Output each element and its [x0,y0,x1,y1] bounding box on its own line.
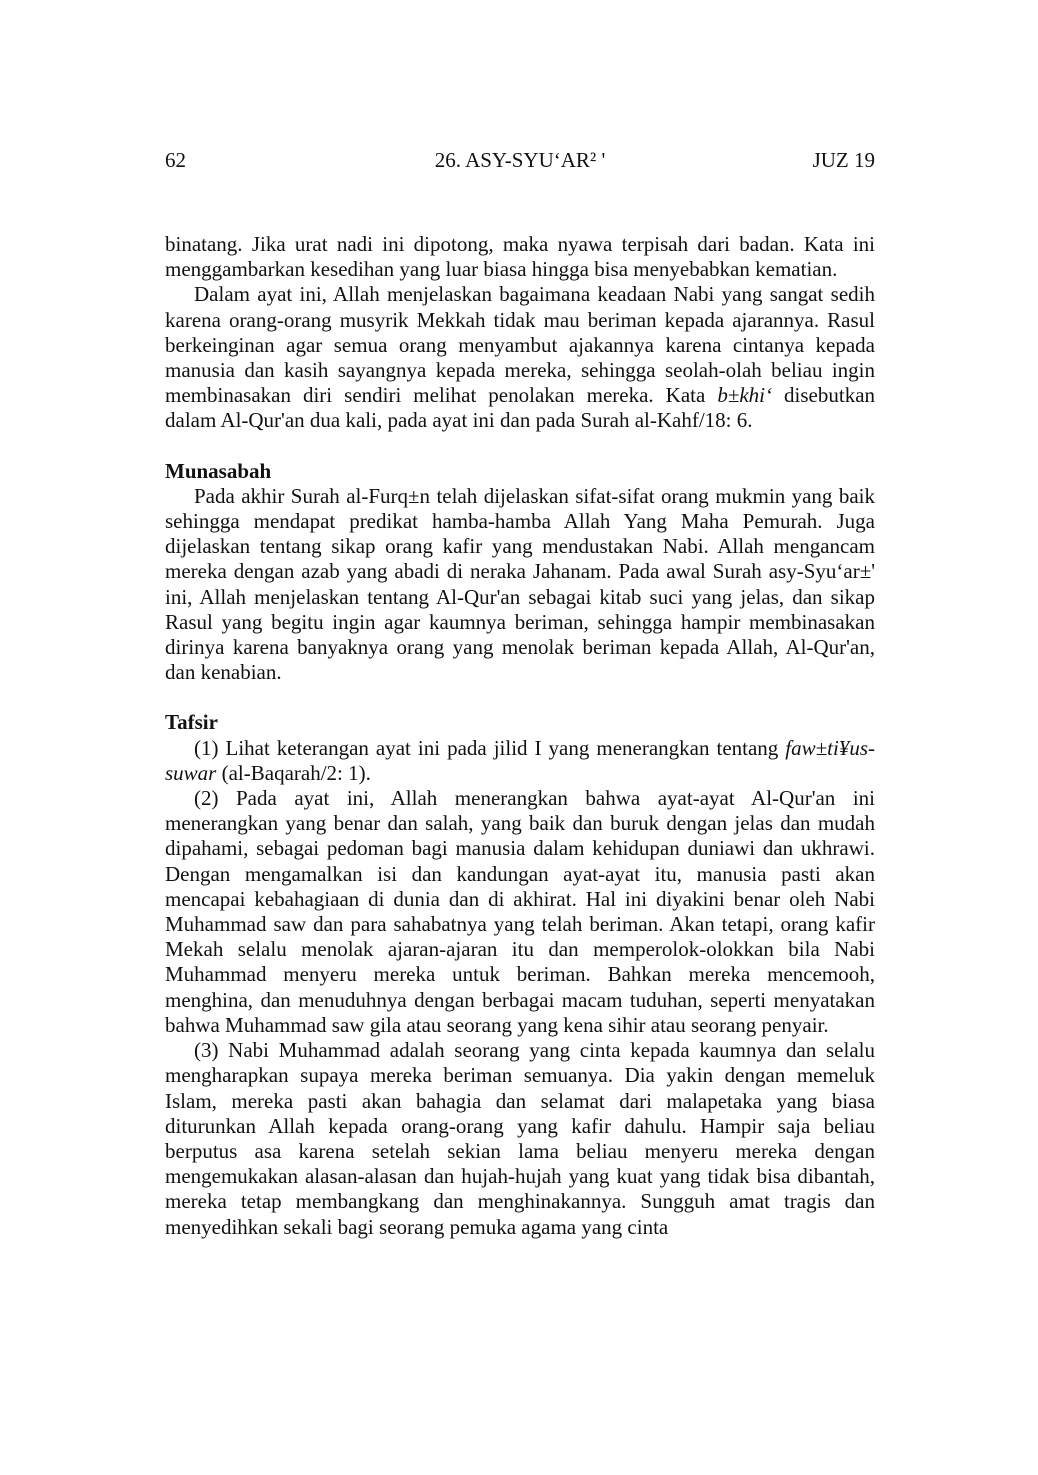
munasabah-paragraph: Pada akhir Surah al-Furq±n telah dijelaskan sifat-sifat orang mukmin yang baik sehingga mendapat predikat hamba-hamba Allah Yang Maha Pemurah. Juga dijelaskan tentang sikap orang kafir yang mendustakan Nabi. Allah mengancam mereka dengan azab yang abadi di neraka Jahanam. Pada awal Surah asy-Syu‘ar±' ini, Allah menjelaskan tentang Al-Qur'an sebagai kitab suci yang jelas, dan sikap Rasul yang begitu ingin agar kaumnya beriman, sehingga hampir membinasakan dirinya karena banyaknya orang yang menolak beriman kepada Allah, Al-Qur'an, dan kenabian. [165,483,875,685]
paragraph-explanation [165,282,875,433]
arabic-term: b±khi‘ [717,383,773,408]
tafsir-heading: Tafsir [165,710,218,735]
paragraph-text: (al-Baqarah/2: 1). [216,760,371,785]
paragraph-text: disebutkan dalam Al-Qur'an dua kali, pada ayat ini dan pada Surah al-Kahf/18: 6. [165,383,876,433]
paragraph-text: (1) Lihat keterangan ayat ini pada jilid I yang menerangkan tentang [194,735,786,760]
chapter-title: 26. ASY-SYU‘AR² ' [434,148,606,172]
section-spacer [165,685,875,710]
paragraph-continuation: binatang. Jika urat nadi ini dipotong, maka nyawa terpisah dari badan. Kata ini menggambarkan kesedihan yang luar biasa hingga bisa menyebabkan kematian. [165,232,875,282]
tafsir-paragraph-3: (3) Nabi Muhammad adalah seorang yang cinta kepada kaumnya dan selalu mengharapkan supaya mereka beriman semuanya. Dia yakin dengan memeluk Islam, mereka pasti akan bahagia dan selamat dari malapetaka yang biasa diturunkan Allah kepada orang-orang yang kafir dahulu. Hampir saja beliau berputus asa karena setelah sekian lama beliau menyeru mereka dengan mengemukakan alasan-alasan dan hujah-hujah yang kuat yang tidak bisa dibantah, mereka tetap membangkang dan menghinakannya. Sungguh amat tragis dan menyedihkan sekali bagi seorang pemuka agama yang cinta [165,1038,875,1239]
tafsir-paragraph-2: (2) Pada ayat ini, Allah menerangkan bahwa ayat-ayat Al-Qur'an ini menerangkan yang benar dan salah, yang baik dan buruk dengan jelas dan mudah dipahami, sebagai pedoman bagi manusia dalam kehidupan duniawi dan ukhrawi. Dengan mengamalkan isi dan kandungan ayat-ayat itu, manusia pasti akan mencapai kebahagiaan di dunia dan di akhirat. Hal ini diyakini benar oleh Nabi Muhammad saw dan para sahabatnya yang telah beriman. Akan tetapi, orang kafir Mekah selalu menolak ajaran-ajaran itu dan memperolok-olokkan bila Nabi Muhammad menyeru mereka untuk beriman. Bahkan mereka mencemooh, menghina, dan menuduhnya dengan berbagai macam tuduhan, seperti menyatakan bahwa Muhammad saw gila atau seorang yang kena sihir atau seorang penyair. [165,786,875,1037]
page-number: 62 [165,148,186,172]
section-spacer [165,434,875,459]
juz-label: JUZ 19 [812,148,875,172]
paragraph-text: Dalam ayat ini, Allah menjelaskan bagaimana keadaan Nabi yang sangat sedih karena orang-orang musyrik Mekkah tidak mau beriman kepada ajarannya. Rasul berkeinginan agar semua orang menyambut ajakannya karena cintanya kepada manusia dan kasih sayangnya kepada mereka, sehingga seolah-olah beliau ingin membinasakan diri sendiri melihat penolakan mereka. Kata [165,282,875,408]
arabic-term: faw±ti¥us-suwar [165,735,875,785]
munasabah-heading: Munasabah [165,458,272,483]
tafsir-paragraph-1 [165,736,875,786]
page-header [165,147,875,173]
page-body [165,232,875,1240]
